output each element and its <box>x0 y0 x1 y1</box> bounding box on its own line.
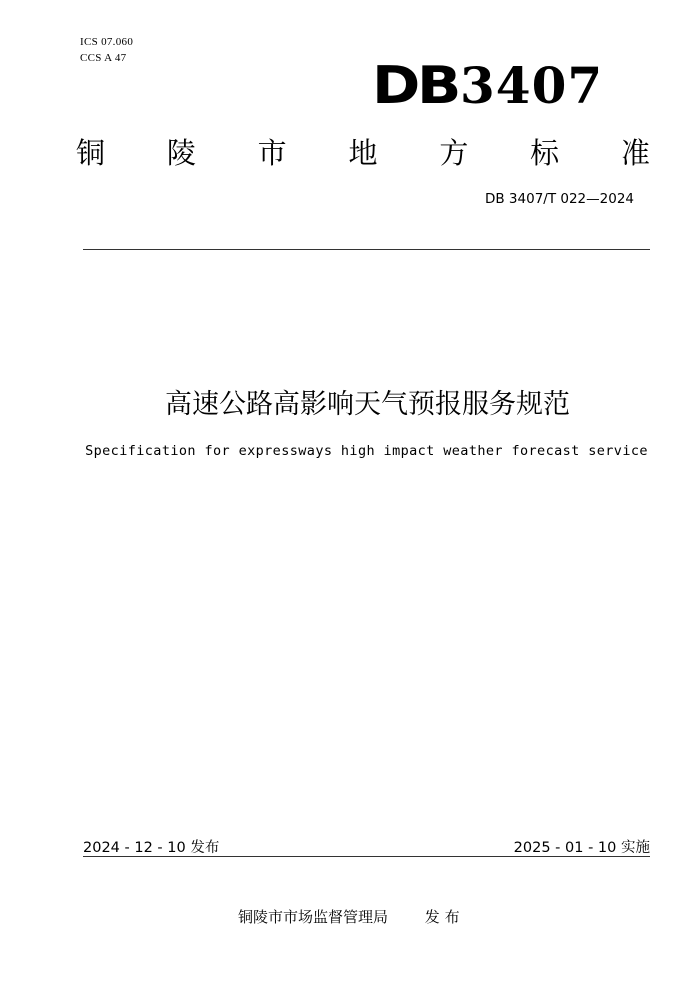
standard-type-title <box>76 133 650 173</box>
implementation-date: 2025 - 01 - 10 实施 <box>513 840 650 856</box>
footer-divider <box>83 856 650 857</box>
standard-mark-number: 3407 <box>460 56 604 115</box>
classification-codes <box>80 34 133 66</box>
standard-type-char: 市 <box>257 136 287 170</box>
standard-code: DB 3407/T 022—2024 <box>484 191 634 207</box>
header-divider <box>83 249 650 250</box>
publisher-action: 发 布 <box>424 908 460 926</box>
issue-date: 2024 - 12 - 10 发布 <box>83 840 220 856</box>
standard-mark <box>372 56 612 122</box>
standard-type-char: 陵 <box>166 136 196 170</box>
ccs-code: CCS A 47 <box>80 52 127 64</box>
standard-type-char: 准 <box>620 136 650 170</box>
publisher-line <box>238 906 460 927</box>
standard-mark-prefix: DB <box>372 56 459 116</box>
publisher-organization: 铜陵市市场监督管理局 <box>238 908 389 926</box>
standard-type-char: 方 <box>439 136 469 170</box>
standard-type-char: 铜 <box>76 136 106 170</box>
standard-type-char: 标 <box>530 136 560 170</box>
document-title-cn: 高速公路高影响天气预报服务规范 <box>165 389 570 420</box>
document-title-en: Specification for expressways high impact weather forecast service <box>85 443 648 459</box>
standard-type-char: 地 <box>348 136 378 170</box>
ics-code: ICS 07.060 <box>80 36 134 48</box>
